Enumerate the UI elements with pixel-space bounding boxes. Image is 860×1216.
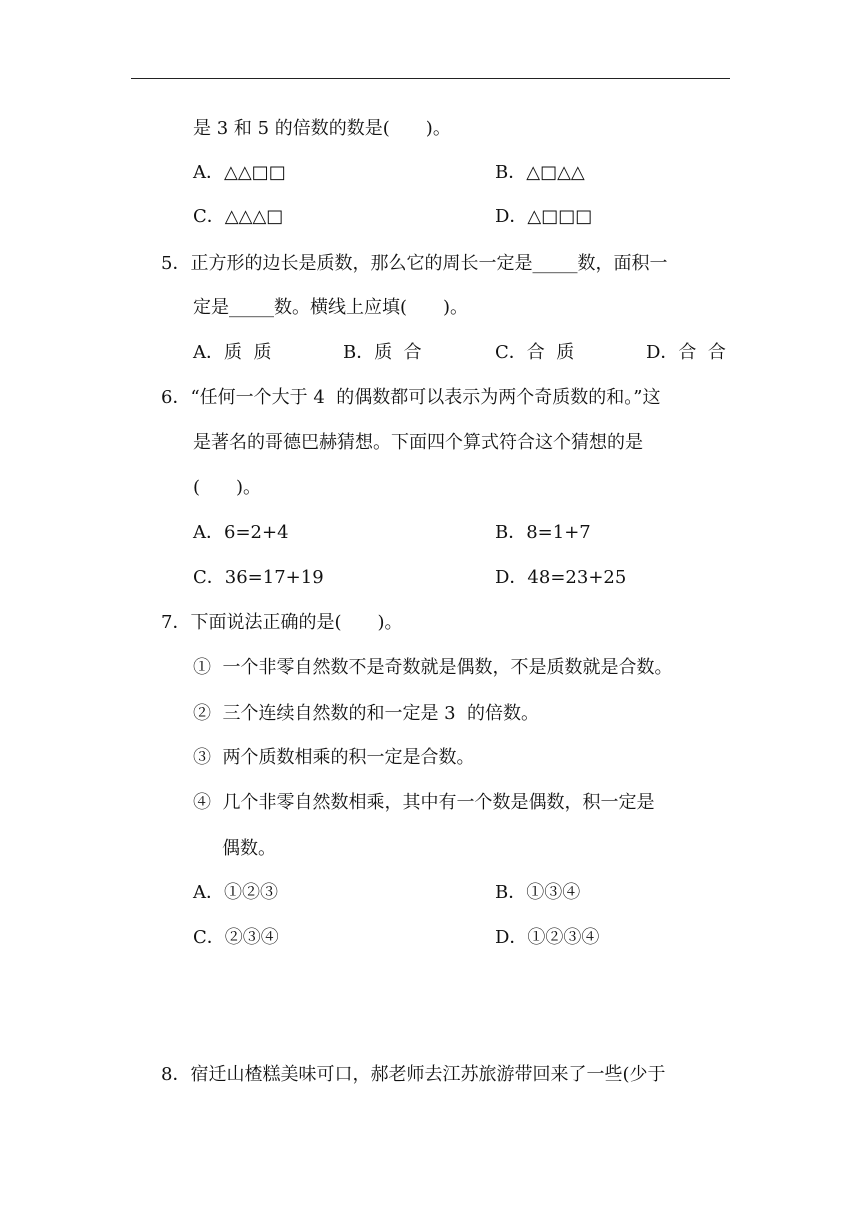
q4-stem-tail: 是 3 和 5 的倍数的数是( )。	[193, 118, 451, 139]
q6-option-a: A．6=2+4	[193, 522, 289, 543]
q5-line-1: 5．正方形的边长是质数，那么它的周长一定是_____数，面积一	[161, 253, 668, 274]
q6-option-c: C．36=17+19	[193, 567, 324, 588]
q4-option-a: A．△△□□	[193, 162, 286, 183]
q7-option-b: B．①③④	[495, 882, 581, 903]
q4-option-c: C．△△△□	[193, 206, 284, 227]
header-rule	[131, 78, 730, 79]
q4-option-b: B．△□△△	[495, 162, 585, 183]
q5-option-c: C．合 质	[495, 342, 575, 363]
q6-option-b: B．8=1+7	[495, 522, 591, 543]
q5-option-a: A．质 质	[193, 342, 272, 363]
q5-option-b: B．质 合	[343, 342, 422, 363]
q7-statement-4-cont: 偶数。	[222, 838, 276, 859]
q5-option-d: D．合 合	[646, 342, 726, 363]
q7-statement-2: ② 三个连续自然数的和一定是 3 的倍数。	[193, 703, 540, 724]
q7-option-d: D．①②③④	[495, 927, 600, 948]
q7-statement-4: ④ 几个非零自然数相乘，其中有一个数是偶数，积一定是	[193, 792, 655, 813]
q7-option-c: C．②③④	[193, 927, 279, 948]
q7-statement-3: ③ 两个质数相乘的积一定是合数。	[193, 747, 475, 768]
q7-line-1: 7．下面说法正确的是( )。	[161, 612, 403, 633]
q6-line-2: 是著名的哥德巴赫猜想。下面四个算式符合这个猜想的是	[193, 432, 643, 453]
q4-option-d: D．△□□□	[495, 206, 593, 227]
q8-line-1: 8．宿迁山楂糕美味可口，郝老师去江苏旅游带回来了一些(少于	[161, 1064, 666, 1085]
q7-statement-1: ① 一个非零自然数不是奇数就是偶数，不是质数就是合数。	[193, 657, 673, 678]
q6-line-1: 6．“任何一个大于 4 的偶数都可以表示为两个奇质数的和。”这	[161, 387, 661, 408]
q7-option-a: A．①②③	[193, 882, 278, 903]
q6-line-3: ( )。	[193, 477, 262, 498]
q6-option-d: D．48=23+25	[495, 567, 627, 588]
q5-line-2: 定是_____数。横线上应填( )。	[193, 297, 469, 318]
